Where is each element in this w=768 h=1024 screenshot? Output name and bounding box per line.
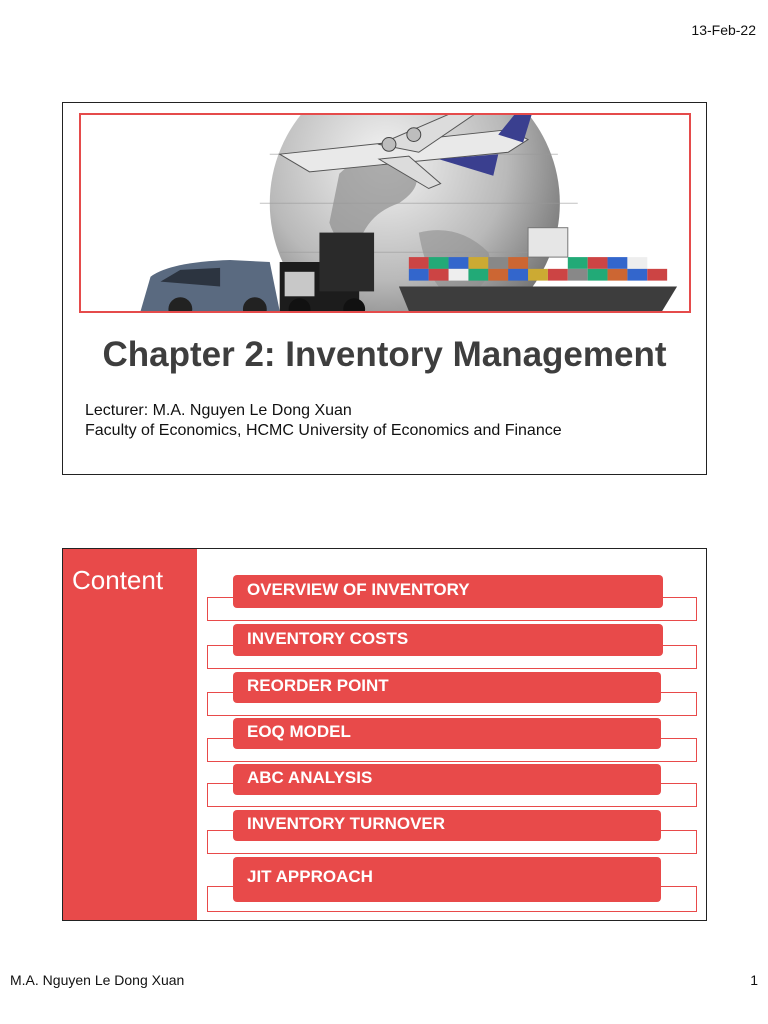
content-sidebar <box>63 549 197 920</box>
item-pill: EOQ MODEL <box>233 718 661 749</box>
logistics-hero-image <box>79 113 691 313</box>
faculty-line: Faculty of Economics, HCMC University of Economics and Finance <box>85 422 562 439</box>
item-pill: JIT APPROACH <box>233 857 661 902</box>
footer-author: M.A. Nguyen Le Dong Xuan <box>10 972 185 988</box>
content-heading: Content <box>72 565 164 595</box>
title-slide <box>62 102 707 475</box>
item-pill: ABC ANALYSIS <box>233 764 661 795</box>
item-pill: INVENTORY COSTS <box>233 624 663 656</box>
item-pill: REORDER POINT <box>233 672 661 703</box>
item-pill: INVENTORY TURNOVER <box>233 810 661 841</box>
page-number: 1 <box>750 972 758 988</box>
logistics-illustration <box>81 115 689 311</box>
slide-title: Chapter 2: Inventory Management <box>102 335 667 374</box>
lecturer-line: Lecturer: M.A. Nguyen Le Dong Xuan <box>85 402 352 419</box>
slide-meta <box>85 401 562 441</box>
item-pill: OVERVIEW OF INVENTORY <box>233 575 663 608</box>
content-slide <box>62 548 707 921</box>
page-date: 13-Feb-22 <box>691 22 756 38</box>
